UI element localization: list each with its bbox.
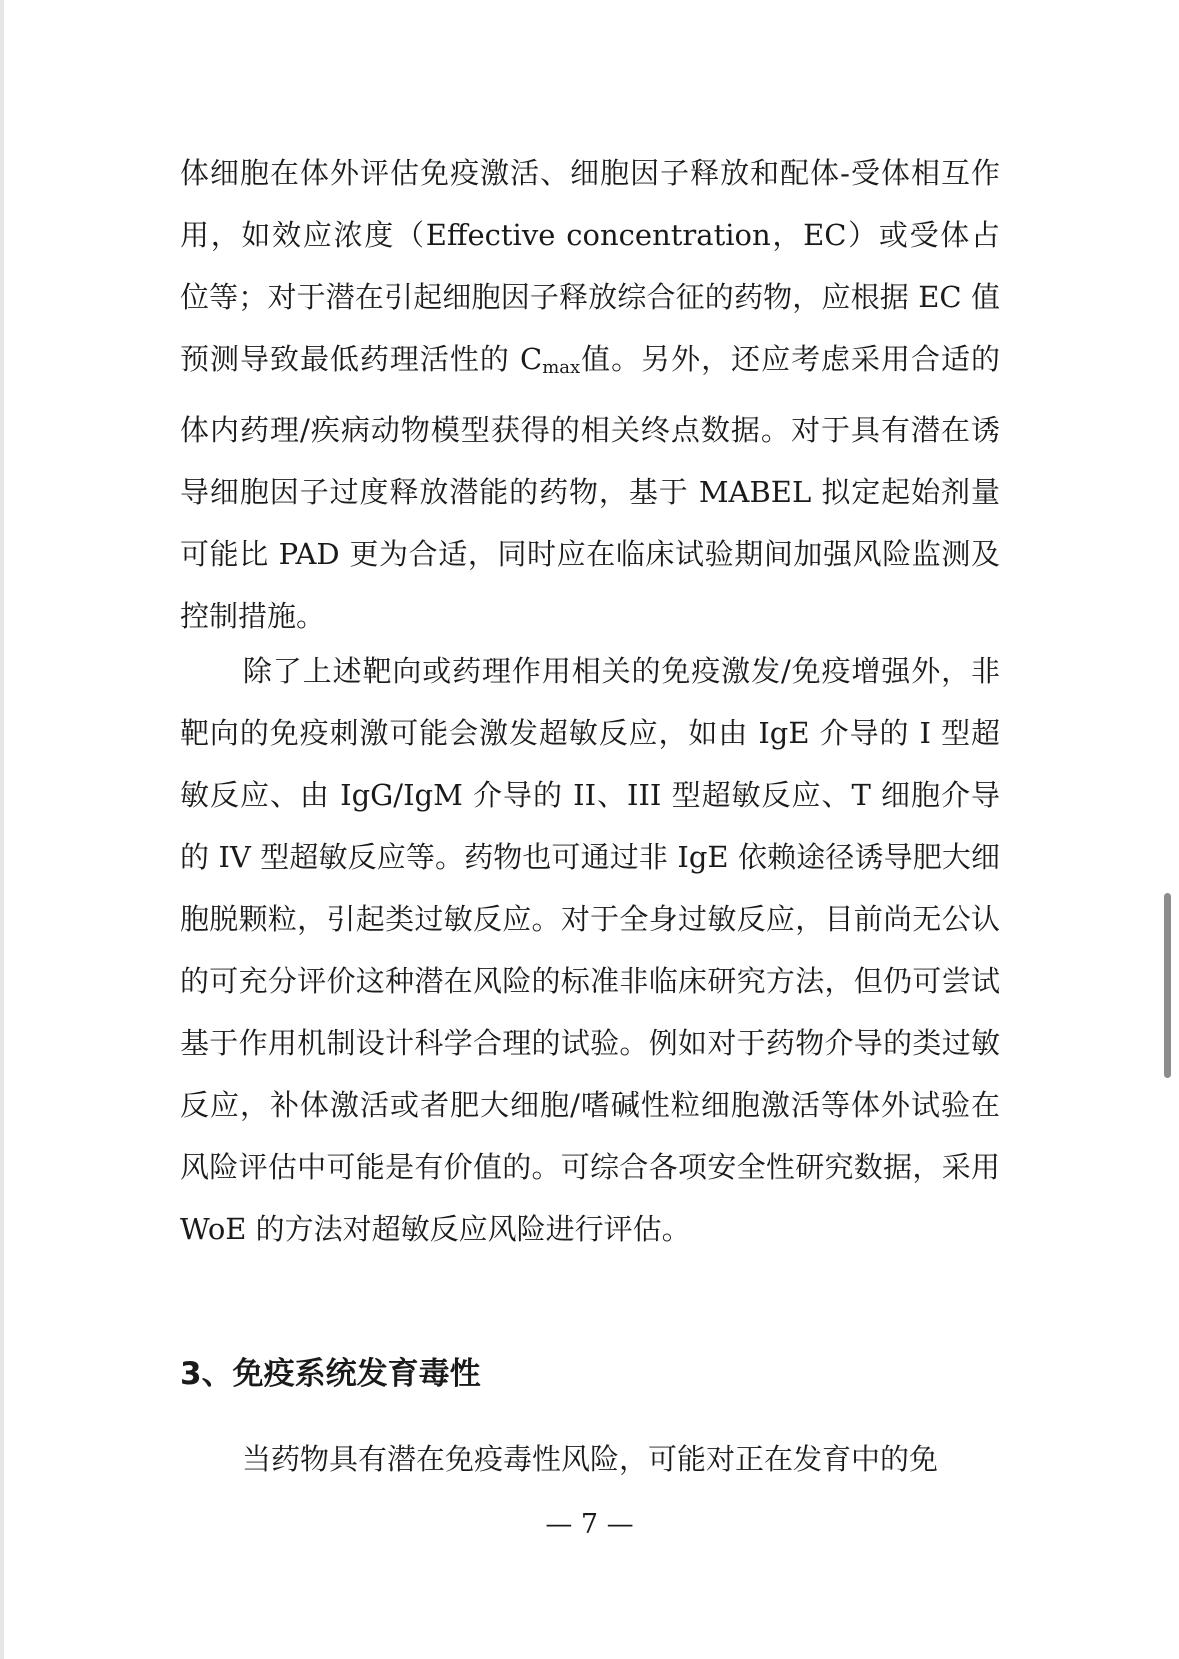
paragraph-text-after-cmax: 值。另外，还应考虑采用合适的体内药理/疾病动物模型获得的相关终点数据。对于具有潜在诱导细胞因子过度释放潜能的药物，基于 MABEL 拟定起始剂量可能比 PAD 更为合适，同时应在临床试验期间加强风险监测及控制措施。 — [180, 342, 1000, 633]
cmax-subscript: max — [542, 357, 581, 378]
paragraph-developmental-toxicity — [180, 1428, 1000, 1490]
paragraph-hypersensitivity-text: 除了上述靶向或药理作用相关的免疫激发/免疫增强外，非靶向的免疫刺激可能会激发超敏反应，如由 IgE 介导的 I 型超敏反应、由 IgG/IgM 介导的 II、III 型超敏反应、T 细胞介导的 IV 型超敏反应等。药物也可通过非 IgE 依赖途径诱导肥大细胞脱颗粒，引起类过敏反应。对于全身过敏反应，目前尚无公认的可充分评价这种潜在风险的标准非临床研究方法，但仍可尝试基于作用机制设计科学合理的试验。例如对于药物介导的类过敏反应，补体激活或者肥大细胞/嗜碱性粒细胞激活等体外试验在风险评估中可能是有价值的。可综合各项安全性研究数据，采用 WoE 的方法对超敏反应风险进行评估。 — [180, 654, 1000, 1246]
vertical-scrollbar[interactable] — [1164, 893, 1171, 1078]
section-heading: 3、免疫系统发育毒性 — [180, 1356, 481, 1392]
paragraph-developmental-toxicity-text: 当药物具有潜在免疫毒性风险，可能对正在发育中的免 — [242, 1442, 939, 1476]
page-edge — [0, 0, 4, 1659]
page-number: — 7 — — [545, 1509, 634, 1540]
paragraph-hypersensitivity — [180, 640, 1000, 1260]
paragraph-text-before-cmax: 体细胞在体外评估免疫激活、细胞因子释放和配体-受体相互作用，如效应浓度（Effective concentration，EC）或受体占位等；对于潜在引起细胞因子释放综合征的药物，应根据 EC 值预测导致最低药理活性的 C — [180, 156, 1000, 376]
paragraph-immune-activation — [180, 142, 1000, 647]
